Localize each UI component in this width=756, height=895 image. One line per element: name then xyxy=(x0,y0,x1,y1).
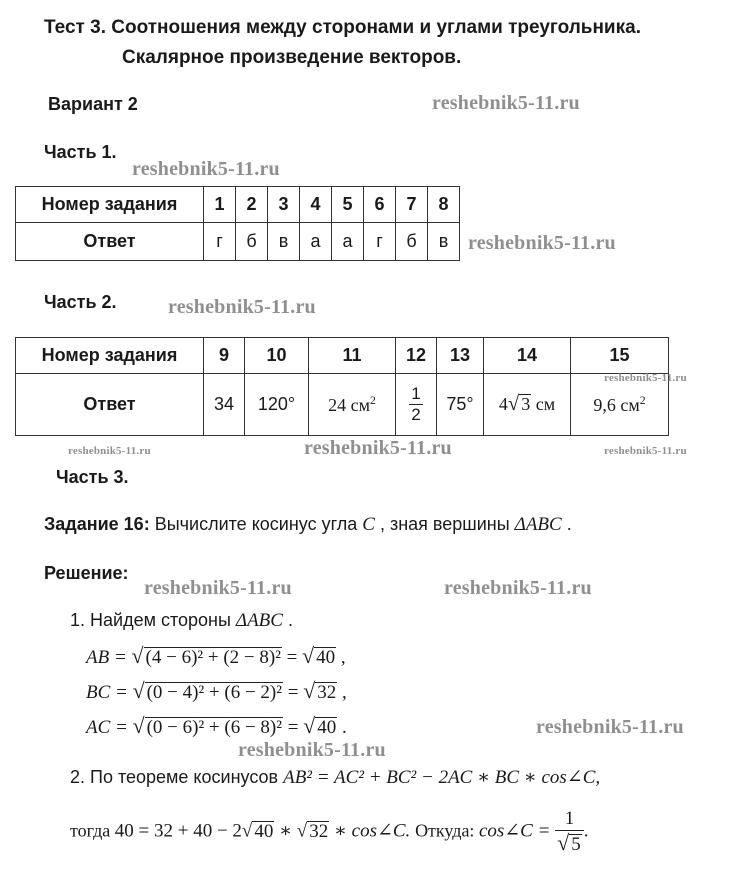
task-16-label: Задание 16: xyxy=(44,514,150,534)
sqrt-icon: √ xyxy=(303,679,316,703)
eq-ac-end: . xyxy=(337,717,347,738)
task-16 xyxy=(44,514,572,536)
part1-answer: г xyxy=(204,223,236,261)
answer-11-value: 24 см xyxy=(328,394,371,415)
whence-word: Откуда: xyxy=(415,820,479,841)
part1-answer: а xyxy=(332,223,364,261)
part2-number: 15 xyxy=(571,338,669,374)
step-1-end: . xyxy=(282,610,293,630)
part1-number: 4 xyxy=(300,187,332,223)
cos-fraction xyxy=(555,808,584,856)
part1-answer: б xyxy=(236,223,268,261)
part2-label: Часть 2. xyxy=(44,292,117,312)
equation-ac: AC = √ (0 − 6)² + (6 − 8)² = √ 40 . xyxy=(86,714,347,738)
task-16-triangle: ΔABC xyxy=(514,514,562,535)
part1-table xyxy=(15,186,460,261)
part2-answer: 34 xyxy=(204,374,245,436)
step-2-text: 2. По теореме косинусов xyxy=(70,767,284,787)
step-2 xyxy=(70,766,600,789)
watermark: reshebnik5-11.ru xyxy=(604,445,687,457)
sqrt-icon: √ xyxy=(302,644,315,668)
part2-number: 11 xyxy=(309,338,396,374)
part2-answer: 75° xyxy=(437,374,484,436)
part2-answer: 120° xyxy=(245,374,309,436)
sqrt-icon: √ xyxy=(131,644,144,668)
watermark: reshebnik5-11.ru xyxy=(304,437,452,459)
eq-bc-radicand: (0 − 4)² + (6 − 2)² xyxy=(146,682,282,703)
eq-bc-lhs: BC = xyxy=(86,682,133,703)
part2-answer xyxy=(484,374,571,436)
sqrt-icon: √ xyxy=(241,820,253,842)
part2-number: 14 xyxy=(484,338,571,374)
part1-number: 6 xyxy=(364,187,396,223)
watermark: reshebnik5-11.ru xyxy=(144,577,292,599)
watermark: reshebnik5-11.ru xyxy=(168,296,316,318)
part2-answer xyxy=(396,374,437,436)
sqrt-icon: √ xyxy=(507,393,520,415)
part1-number: 3 xyxy=(268,187,300,223)
answer-15-sup: 2 xyxy=(639,393,646,407)
task-16-text-end: . xyxy=(561,514,572,534)
conclusion-line xyxy=(70,808,588,856)
title-line-2: Скалярное произведение векторов. xyxy=(122,47,462,68)
sqrt-icon: √ xyxy=(296,820,308,842)
then-radicand-2: 32 xyxy=(309,820,329,842)
part1-answer: б xyxy=(396,223,428,261)
watermark: reshebnik5-11.ru xyxy=(468,232,616,254)
then-word: тогда xyxy=(70,820,115,841)
answer-12-denominator: 2 xyxy=(411,405,421,424)
answer-14-unit: см xyxy=(531,394,556,414)
task-16-var: C xyxy=(362,514,375,535)
part1-answer: в xyxy=(268,223,300,261)
sqrt-icon: √ xyxy=(557,830,570,855)
sqrt-icon: √ xyxy=(303,714,316,738)
step-1-text: 1. Найдем стороны xyxy=(70,610,236,630)
step-2-formula: AB² = AC² + BC² − 2AC ∗ BC ∗ cos∠C, xyxy=(283,767,601,788)
part1-number: 2 xyxy=(236,187,268,223)
step-1 xyxy=(70,610,293,632)
watermark: reshebnik5-11.ru xyxy=(604,372,687,384)
part2-number: 10 xyxy=(245,338,309,374)
cos-denominator-radicand: 5 xyxy=(571,833,581,855)
then-mul: ∗ xyxy=(274,820,297,842)
equation-ab: AB = √ (4 − 6)² + (2 − 8)² = √ 40 , xyxy=(86,644,346,668)
sqrt-icon: √ xyxy=(132,679,145,703)
watermark: reshebnik5-11.ru xyxy=(68,445,151,457)
part1-number: 5 xyxy=(332,187,364,223)
eq-bc-result: 32 xyxy=(317,682,337,703)
answer-14-radicand: 3 xyxy=(521,394,531,414)
answer-15-value: 9,6 см xyxy=(593,394,640,415)
task-16-text: Вычислите косинус угла xyxy=(149,514,363,534)
title-line-1: Тест 3. Соотношения между сторонами и углами треугольника. xyxy=(44,17,641,38)
part1-number: 1 xyxy=(204,187,236,223)
part2-answer-label: Ответ xyxy=(16,374,204,436)
solution-label: Решение: xyxy=(44,563,129,583)
part3-label: Часть 3. xyxy=(56,467,129,487)
part2-number: 12 xyxy=(396,338,437,374)
equation-bc: BC = √ (0 − 4)² + (6 − 2)² = √ 32 , xyxy=(86,679,347,703)
answer-14-coef: 4 xyxy=(498,394,508,414)
part1-label: Часть 1. xyxy=(44,142,117,162)
eq-ab-radicand: (4 − 6)² + (2 − 8)² xyxy=(145,647,281,668)
cos-end: . xyxy=(583,820,589,842)
part1-answer: а xyxy=(300,223,332,261)
part2-number: 9 xyxy=(204,338,245,374)
eq-ab-end: , xyxy=(336,647,346,668)
then-radicand-1: 40 xyxy=(254,820,274,842)
part1-number: 8 xyxy=(428,187,460,223)
watermark: reshebnik5-11.ru xyxy=(238,739,386,761)
part2-table xyxy=(15,337,669,436)
cos-numerator: 1 xyxy=(555,808,584,831)
part1-answer: г xyxy=(364,223,396,261)
eq-bc-end: , xyxy=(337,682,347,703)
eq-ac-lhs: AC = xyxy=(86,717,133,738)
answer-11-sup: 2 xyxy=(370,393,376,407)
then-eq-a: 40 = 32 + 40 − 2 xyxy=(114,820,242,842)
then-eq-b: ∗ cos∠C. xyxy=(329,820,416,842)
watermark: reshebnik5-11.ru xyxy=(132,158,280,180)
task-16-text-mid: , зная вершины xyxy=(374,514,515,534)
watermark: reshebnik5-11.ru xyxy=(432,92,580,114)
step-1-triangle: ΔABC xyxy=(235,610,283,631)
part2-answer xyxy=(309,374,396,436)
part1-answer-label: Ответ xyxy=(16,223,204,261)
answer-12-numerator: 1 xyxy=(411,384,421,404)
watermark: reshebnik5-11.ru xyxy=(444,577,592,599)
sqrt-icon: √ xyxy=(132,714,145,738)
eq-ab-result: 40 xyxy=(316,647,336,668)
eq-ab-lhs: AB = xyxy=(86,647,132,668)
eq-ac-radicand: (0 − 6)² + (6 − 8)² xyxy=(146,717,282,738)
part2-number: 13 xyxy=(437,338,484,374)
watermark: reshebnik5-11.ru xyxy=(536,716,684,738)
cos-denominator xyxy=(555,831,584,856)
answer-12-fraction xyxy=(409,384,422,424)
part1-answer: в xyxy=(428,223,460,261)
cos-lhs: cos∠C = xyxy=(478,820,556,842)
eq-ac-result: 40 xyxy=(317,717,337,738)
variant-label: Вариант 2 xyxy=(48,94,138,114)
part2-header-label: Номер задания xyxy=(16,338,204,374)
part1-header-label: Номер задания xyxy=(16,187,204,223)
part1-number: 7 xyxy=(396,187,428,223)
